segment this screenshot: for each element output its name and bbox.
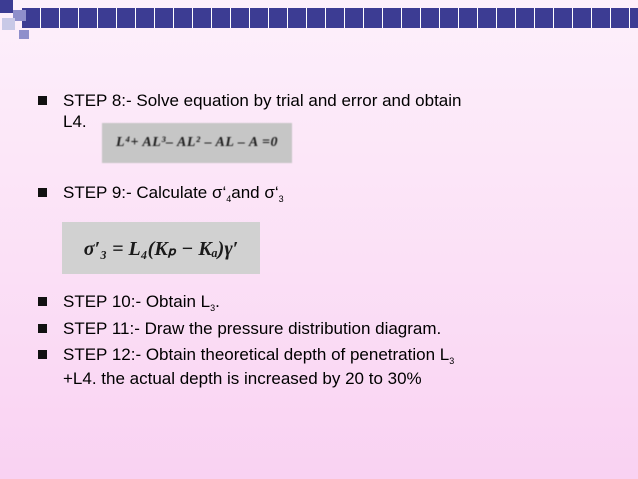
- step-10-label: STEP 10:- Obtain L: [63, 292, 211, 311]
- corner-square-decoration: [0, 0, 13, 13]
- step-10-post: .: [215, 292, 220, 311]
- bullet-icon: [38, 350, 47, 359]
- title-bar-decoration: [22, 8, 638, 28]
- bullet-icon: [38, 188, 47, 197]
- step-8-line-2: L4.: [63, 112, 87, 131]
- equation-image-2: [62, 222, 260, 274]
- step-12-text: [63, 344, 454, 389]
- equation-1-text: L⁴+ AL³– AL² – AL – A =0: [116, 135, 278, 150]
- subscript: 3: [449, 356, 455, 366]
- corner-square-decoration: [19, 30, 29, 39]
- subscript: 4: [226, 194, 232, 204]
- bullet-icon: [38, 297, 47, 306]
- step-11-text: STEP 11:- Draw the pressure distribution diagram.: [63, 319, 442, 338]
- step-12-line-2: +L4. the actual depth is increased by 20 to 30%: [63, 369, 422, 388]
- step-10-text: [63, 291, 220, 315]
- step-8-line-1: STEP 8:- Solve equation by trial and error and obtain: [63, 91, 462, 110]
- equation-2-text: σ′₃ = L₄(Kₚ − Kₐ)γ′: [83, 237, 239, 260]
- bullet-icon: [38, 96, 47, 105]
- subscript: 3: [210, 303, 216, 313]
- step-9-label: STEP 9:- Calculate σ‘: [63, 183, 227, 202]
- corner-square-decoration: [2, 18, 15, 30]
- bullet-icon: [38, 324, 47, 333]
- subscript: 3: [278, 194, 284, 204]
- step-12-line-1: STEP 12:- Obtain theoretical depth of penetration L: [63, 345, 450, 364]
- equation-image-1: [102, 123, 292, 163]
- step-9-text: [63, 182, 284, 206]
- step-9-mid: and σ‘: [231, 183, 279, 202]
